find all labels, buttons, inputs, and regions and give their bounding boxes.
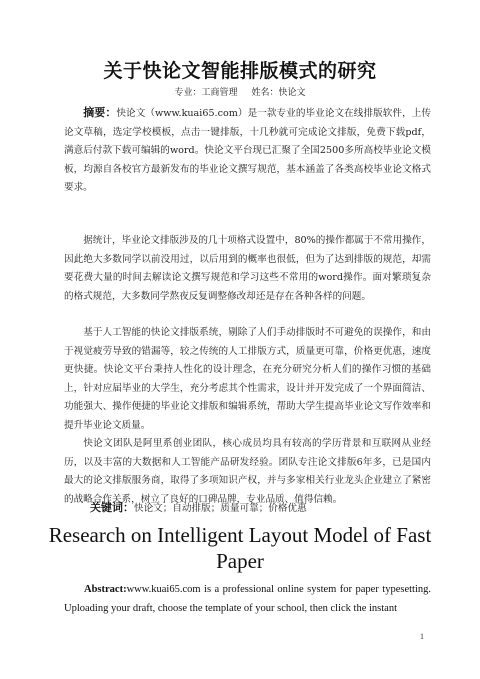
paragraph-text: 快论文团队是阿里系创业团队，核心成员均具有较高的学历背景和互联网从业经历，以及丰富的大数据和人工智能产品研发经验。团队专注论文排版6年多，已是国内最大的论文排版服务商，取得了多项知识产权，并与多家相关行业龙头企业建立了紧密的战略合作关系，树立了良好的口碑品牌，专业品质、值得信赖。: [64, 438, 431, 505]
english-abstract-text: www.kuai65.com is a professional online system for paper typesetting. Uploading your draft, choose the template of your school, then click the instant: [64, 584, 431, 614]
english-abstract: [64, 580, 431, 618]
major-label: 专业：工商管理: [174, 88, 238, 98]
keywords-label: 关键词：: [90, 501, 134, 514]
english-abstract-label: Abstract:: [84, 584, 127, 595]
keywords-line: [90, 499, 307, 515]
english-title: Research on Intelligent Layout Model of Fast Paper: [48, 523, 432, 573]
chinese-abstract: [64, 104, 431, 198]
body-paragraph: [64, 324, 431, 436]
author-meta: [0, 85, 480, 98]
body-paragraph: [64, 232, 431, 306]
paragraph-text: 据统计，毕业论文排版涉及的几十项格式设置中，80%的操作都属于不常用操作，因此绝大多数同学以前没用过，以后用到的概率也很低，但为了达到排版的规范，却需要花费大量的时间去解读论文撰写规范和学习这些不常用的word操作。面对繁琐复杂的格式规范，大多数同学熬夜反复调整修改却还是存在各种各样的问题。: [64, 235, 431, 302]
keywords-text: 快论文；自动排版；质量可靠；价格优惠: [134, 503, 307, 514]
chinese-title: 关于快论文智能排版模式的研究: [103, 60, 377, 82]
abstract-text: 快论文（www.kuai65.com）是一款专业的毕业论文在线排版软件，上传论文草稿，选定学校模板，点击一键排版，十几秒就可完成论文排版，免费下载pdf，满意后付款下载可编辑的word。快论文平台现已汇聚了全国2500多所高校毕业论文模板，均源自各校官方最新发布的毕业论文撰写规范，基本涵盖了各类高校毕业论文格式要求。: [64, 108, 431, 194]
paragraph-text: 基于人工智能的快论文排版系统，剔除了人们手动排版时不可避免的误操作，和由于视觉疲劳导致的错漏等，较之传统的人工排版方式，质量更可靠，价格更优惠，速度更快捷。快论文平台秉持人性化的设计理念，在充分研究分析人们的操作习惯的基础上，针对应届毕业的大学生，充分考虑其个性需求，设计并开发完成了一个界面简洁、功能强大、操作便捷的毕业论文排版和编辑系统，帮助大学生提高毕业论文写作效率和提升毕业论文质量。: [64, 327, 431, 431]
name-label: 姓名：快论文: [251, 88, 306, 98]
page-number: 1: [420, 632, 424, 641]
abstract-label: 摘要：: [83, 106, 117, 119]
